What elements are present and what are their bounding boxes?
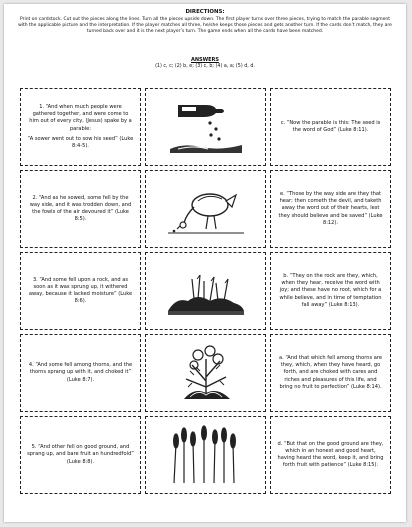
parable-card-2	[20, 170, 141, 248]
parable-text: “A sower went out to sow his seed” (Luke 8:4-5).	[27, 135, 134, 149]
picture-card-3	[145, 252, 266, 330]
interpretation-text: c. “Now the parable is this: The seed is the word of God” (Luke 8:11).	[280, 119, 381, 133]
hand-sowing-seeds-icon	[164, 95, 248, 159]
directions-title: DIRECTIONS:	[185, 9, 225, 15]
parable-card-1	[20, 88, 141, 166]
parable-card-3	[20, 252, 141, 330]
parable-text: 2. “And as he sowed, some fell by the way side, and it was trodden down, and the fowls of the air devoured it” (Luke 8:5).	[29, 194, 132, 223]
parable-card-4	[20, 334, 141, 412]
parable-card-5	[20, 416, 141, 494]
interpretation-text: e. “Those by the way side are they that hear; then cometh the devil, and taketh away the word out of their hearts, lest they should believe and be saved” (Luke 8:12).	[278, 190, 383, 226]
interpretation-text: a. “And that which fell among thorns are they, which, when they have heard, go forth, and are choked with cares and riches and pleasures of this life, and bring no fruit to perfection” (Luke 8:14).	[278, 354, 383, 390]
parable-text: 4. “And some fell among thorns, and the thorns sprang up with it, and choked it” (Luke 8:7).	[28, 362, 133, 383]
parable-text: 3. “And some fell upon a rock, and as soon as it was sprung up, it withered away, because it lacked moisture” (Luke 8:6).	[28, 276, 133, 305]
interpretation-card-4	[270, 334, 391, 412]
directions-text: Print on cardstock. Cut out the pieces along the lines. Turn all the pieces upside down. The first player turns over three pieces, trying to match the parable segment with the applicable picture and the interpretation. If the player matches all three, he/she keeps those pieces and gets another turn. If the cards don’t match, they are turned back over and it is the next player’s turn. The game ends when all the cards have been matched.	[18, 17, 392, 35]
thorny-plant-icon	[164, 341, 248, 405]
picture-card-4	[145, 334, 266, 412]
parable-text: 5. “And other fell on good ground, and sprang up, and bare fruit an hundredfold” (Luke 8:8).	[27, 444, 134, 465]
worksheet-page	[4, 4, 406, 522]
interpretation-card-2	[270, 170, 391, 248]
picture-card-1	[145, 88, 266, 166]
interpretation-card-1	[270, 88, 391, 166]
picture-card-2	[145, 170, 266, 248]
answers-title: ANSWERS	[190, 57, 220, 63]
interpretation-card-5	[270, 416, 391, 494]
interpretation-text: d. “But that on the good ground are they, which in an honest and good heart, having heard the word, keep it, and bring forth fruit with patience” (Luke 8:15).	[277, 440, 384, 469]
answers-text: (1) c, c; (2) b, e; (3) c, b; (4) a, a; (5) d, d.	[155, 64, 255, 69]
picture-card-5	[145, 416, 266, 494]
wheat-field-icon	[164, 423, 248, 487]
interpretation-card-3	[270, 252, 391, 330]
rocky-ground-icon	[164, 259, 248, 323]
bird-eating-seed-icon	[164, 177, 248, 241]
interpretation-text: b. “They on the rock are they, which, when they hear, receive the word with joy; and these have no root, which for a while believe, and in time of temptation fall away” (Luke 8:13).	[279, 272, 382, 308]
parable-text: 1. “And when much people were gathered together, and were come to him out of every city, (Jesus) spake by a parable:	[29, 103, 132, 132]
